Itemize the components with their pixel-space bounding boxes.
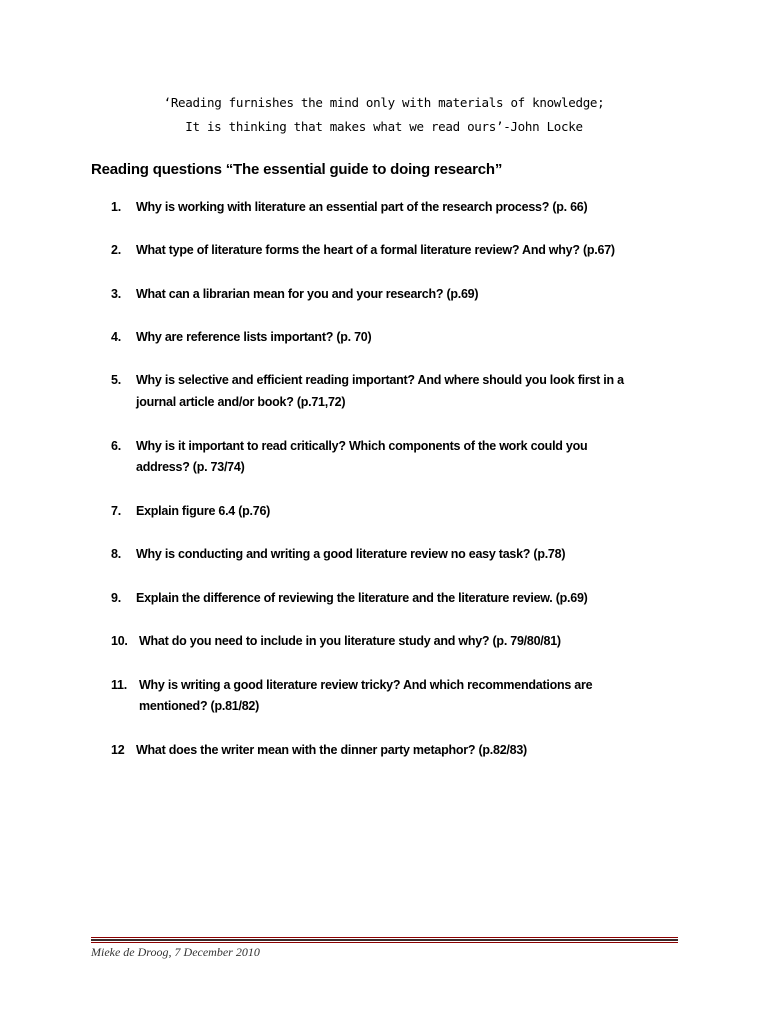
footer-rule-middle bbox=[91, 939, 678, 941]
question-number: 6. bbox=[111, 439, 121, 453]
question-text: Explain the difference of reviewing the literature and the literature review. (p.69) bbox=[136, 591, 588, 605]
question-text: Why is it important to read critically? Which components of the work could you bbox=[136, 439, 588, 453]
question-number: 10. bbox=[111, 634, 128, 648]
question-number: 4. bbox=[111, 330, 121, 344]
footer-rule-top bbox=[91, 937, 678, 938]
question-text: What do you need to include in you literature study and why? (p. 79/80/81) bbox=[139, 634, 561, 648]
question-text-continued: mentioned? (p.81/82) bbox=[139, 699, 260, 713]
quote-line-2: It is thinking that makes what we read ours’-John Locke bbox=[185, 119, 583, 134]
question-text: Why are reference lists important? (p. 70) bbox=[136, 330, 372, 344]
question-text: Why is conducting and writing a good literature review no easy task? (p.78) bbox=[136, 547, 566, 561]
question-text: Why is selective and efficient reading important? And where should you look first in a bbox=[136, 373, 624, 387]
question-number: 12 bbox=[111, 743, 125, 757]
question-text: What does the writer mean with the dinner party metaphor? (p.82/83) bbox=[136, 743, 527, 757]
page-title: Reading questions “The essential guide to doing research” bbox=[91, 161, 503, 178]
question-text-continued: journal article and/or book? (p.71,72) bbox=[136, 395, 346, 409]
question-text: What type of literature forms the heart of a formal literature review? And why? (p.67) bbox=[136, 243, 615, 257]
question-text: Why is working with literature an essential part of the research process? (p. 66) bbox=[136, 200, 588, 214]
footer-rule-bottom bbox=[91, 942, 678, 943]
question-text: Why is writing a good literature review tricky? And which recommendations are bbox=[139, 678, 593, 692]
question-text-continued: address? (p. 73/74) bbox=[136, 460, 245, 474]
question-number: 7. bbox=[111, 504, 121, 518]
question-number: 2. bbox=[111, 243, 121, 257]
footer-author-date: Mieke de Droog, 7 December 2010 bbox=[91, 945, 260, 959]
question-number: 1. bbox=[111, 200, 121, 214]
question-number: 3. bbox=[111, 287, 121, 301]
question-number: 9. bbox=[111, 591, 121, 605]
question-text: Explain figure 6.4 (p.76) bbox=[136, 504, 271, 518]
quote-line-1: ‘Reading furnishes the mind only with materials of knowledge; bbox=[163, 95, 605, 110]
question-number: 8. bbox=[111, 547, 121, 561]
question-number: 5. bbox=[111, 373, 121, 387]
question-text: What can a librarian mean for you and your research? (p.69) bbox=[136, 287, 479, 301]
question-number: 11. bbox=[111, 678, 127, 692]
